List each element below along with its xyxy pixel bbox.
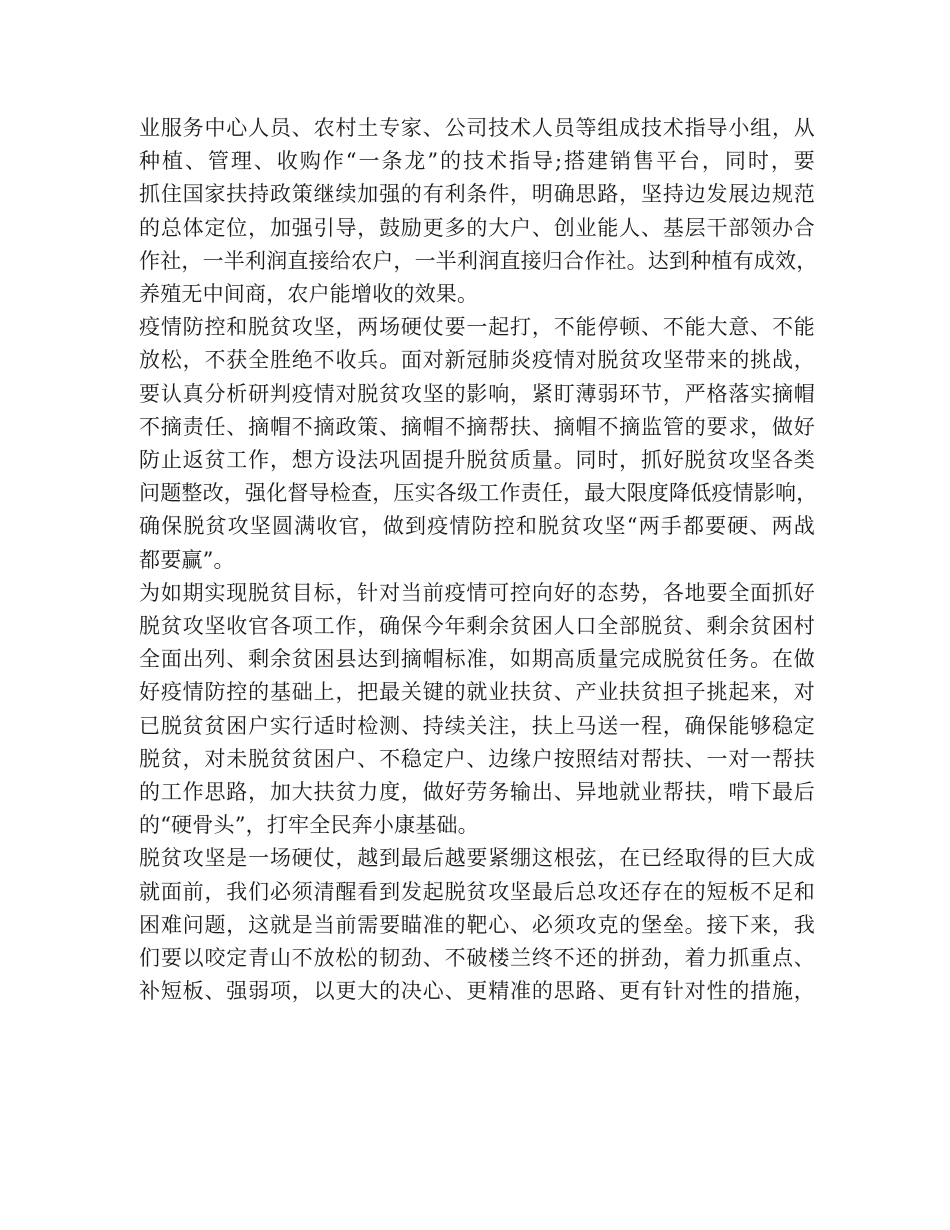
text-line: 们要以咬定青山不放松的韧劲、不破楼兰终不还的拼劲，着力抓重点、 [139, 946, 815, 971]
text-line: 放松，不获全胜绝不收兵。面对新冠肺炎疫情对脱贫攻坚带来的挑战， [139, 348, 815, 373]
text-line: 脱贫，对未脱贫贫困户、不稳定户、边缘户按照结对帮扶、一对一帮扶 [139, 746, 815, 771]
text-line: 要认真分析研判疫情对脱贫攻坚的影响，紧盯薄弱环节，严格落实摘帽 [139, 381, 815, 406]
text-line: 的总体定位，加强引导，鼓励更多的大户、创业能人、基层干部领办合 [139, 215, 815, 240]
text-line: 都要赢”。 [139, 547, 235, 572]
text-line: 为如期实现脱贫目标，针对当前疫情可控向好的态势，各地要全面抓好 [139, 580, 815, 605]
document-page [139, 112, 818, 1008]
text-line: 脱贫攻坚是一场硬仗，越到最后越要紧绷这根弦，在已经取得的巨大成 [139, 846, 815, 871]
text-line: 抓住国家扶持政策继续加强的有利条件，明确思路，坚持边发展边规范 [139, 182, 815, 207]
text-line: 业服务中心人员、农村土专家、公司技术人员等组成技术指导小组，从 [139, 116, 815, 140]
paragraph-4 [139, 842, 815, 1008]
text-line: 的工作思路，加大扶贫力度，做好劳务输出、异地就业帮扶，啃下最后 [139, 780, 815, 805]
text-line: 疫情防控和脱贫攻坚，两场硬仗要一起打，不能停顿、不能大意、不能 [139, 315, 815, 340]
text-line: 作社，一半利润直接给农户，一半利润直接归合作社。达到种植有成效， [139, 248, 818, 273]
paragraph-3 [139, 577, 815, 843]
text-line: 种植、管理、收购作“一条龙”的技术指导;搭建销售平台，同时，要 [139, 149, 815, 174]
text-line: 就面前，我们必须清醒看到发起脱贫攻坚最后总攻还存在的短板不足和 [139, 879, 815, 904]
text-line: 防止返贫工作，想方设法巩固提升脱贫质量。同时，抓好脱贫攻坚各类 [139, 448, 815, 473]
paragraph-2 [139, 311, 818, 577]
text-line: 确保脱贫攻坚圆满收官，做到疫情防控和脱贫攻坚“两手都要硬、两战 [139, 514, 815, 539]
text-line: 养殖无中间商，农户能增收的效果。 [139, 282, 479, 307]
text-line: 脱贫攻坚收官各项工作，确保今年剩余贫困人口全部脱贫、剩余贫困村 [139, 614, 815, 639]
text-line: 不摘责任、摘帽不摘政策、摘帽不摘帮扶、摘帽不摘监管的要求，做好 [139, 414, 815, 439]
text-line: 全面出列、剩余贫困县达到摘帽标准，如期高质量完成脱贫任务。在做 [139, 647, 815, 672]
text-line: 好疫情防控的基础上，把最关键的就业扶贫、产业扶贫担子挑起来，对 [139, 680, 815, 705]
text-line: 补短板、强弱项，以更大的决心、更精准的思路、更有针对性的措施， [139, 979, 815, 1004]
text-line: 的“硬骨头”，打牢全民奔小康基础。 [139, 813, 479, 838]
paragraph-1 [139, 112, 818, 311]
text-line: 困难问题，这就是当前需要瞄准的靶心、必须攻克的堡垒。接下来，我 [139, 912, 815, 937]
text-line: 问题整改，强化督导检查，压实各级工作责任，最大限度降低疫情影响， [139, 481, 818, 506]
text-line: 已脱贫贫困户实行适时检测、持续关注，扶上马送一程，确保能够稳定 [139, 713, 815, 738]
